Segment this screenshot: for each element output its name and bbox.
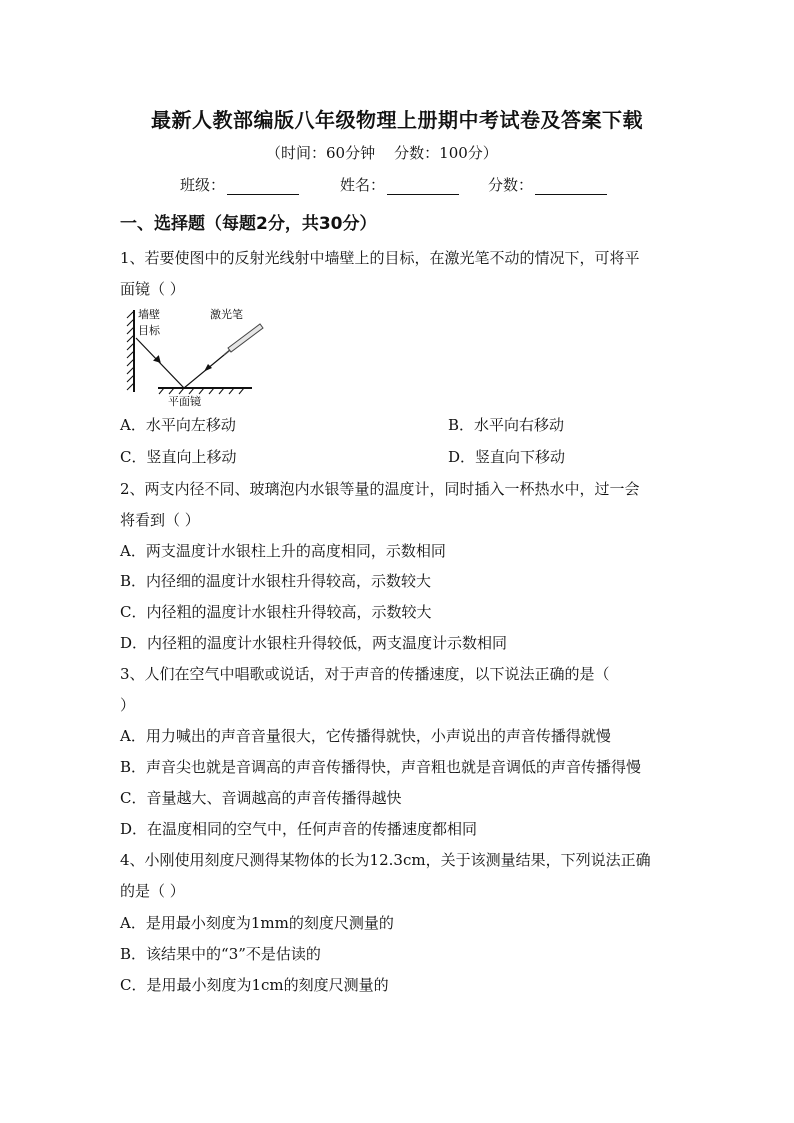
page-title: 最新人教部编版八年级物理上册期中考试卷及答案下载 <box>151 108 643 132</box>
q1-option-d: D．竖直向下移动 <box>448 448 566 466</box>
q3-option-d: D．在温度相同的空气中，任何声音的传播速度都相同 <box>120 820 478 838</box>
name-label: 姓名： <box>340 176 386 194</box>
target-label: 目标 <box>138 324 160 337</box>
class-blank <box>227 178 299 195</box>
q4-stem-line2: 的是（ ） <box>120 882 185 900</box>
q4-option-b: B．该结果中的“3”不是估读的 <box>120 945 321 963</box>
wall-label: 墙壁 <box>138 308 160 321</box>
score-field <box>488 174 607 195</box>
class-field <box>180 174 299 195</box>
q1-option-a: A．水平向左移动 <box>120 416 236 434</box>
q2-option-c: C．内径粗的温度计水银柱升得较高，示数较大 <box>120 603 432 621</box>
laser-pen-icon <box>224 324 263 355</box>
q4-option-c: C．是用最小刻度为1cm的刻度尺测量的 <box>120 976 389 994</box>
reflected-ray <box>136 338 184 388</box>
q1-stem-line2: 面镜（ ） <box>120 280 185 298</box>
q3-option-b: B．声音尖也就是音调高的声音传播得快，声音粗也就是音调低的声音传播得慢 <box>120 758 642 776</box>
q1-option-b: B．水平向右移动 <box>448 416 565 434</box>
score-label: 分数： <box>488 176 534 194</box>
mirror-label: 平面镜 <box>168 395 201 408</box>
q2-option-b: B．内径细的温度计水银柱升得较高，示数较大 <box>120 572 432 590</box>
q4-stem-line1: 4、小刚使用刻度尺测得某物体的长为12.3cm，关于该测量结果，下列说法正确 <box>120 851 651 869</box>
exam-info: （时间：60分钟 分数：100分） <box>266 144 498 162</box>
name-field <box>340 174 459 195</box>
class-label: 班级： <box>180 176 226 194</box>
score-blank <box>535 178 607 195</box>
mirror-reflection-diagram <box>124 306 264 408</box>
q4-option-a: A．是用最小刻度为1mm的刻度尺测量的 <box>120 914 394 932</box>
q2-stem-line2: 将看到（ ） <box>120 511 200 529</box>
q2-stem-line1: 2、两支内径不同、玻璃泡内水银等量的温度计，同时插入一杯热水中，过一会 <box>120 480 640 498</box>
q1-option-c: C．竖直向上移动 <box>120 448 237 466</box>
laser-label: 激光笔 <box>210 308 243 321</box>
q2-option-d: D．内径粗的温度计水银柱升得较低，两支温度计示数相同 <box>120 634 508 652</box>
name-blank <box>387 178 459 195</box>
q3-option-a: A．用力喊出的声音音量很大，它传播得就快，小声说出的声音传播得就慢 <box>120 727 611 745</box>
q3-option-c: C．音量越大、音调越高的声音传播得越快 <box>120 789 402 807</box>
q3-stem-line2: ） <box>120 696 136 714</box>
section-heading: 一、选择题（每题2分，共30分） <box>120 214 377 234</box>
q2-option-a: A．两支温度计水银柱上升的高度相同，示数相同 <box>120 542 446 560</box>
q3-stem-line1: 3、人们在空气中唱歌或说话，对于声音的传播速度，以下说法正确的是（ <box>120 665 610 683</box>
q1-stem-line1: 1、若要使图中的反射光线射中墙壁上的目标，在激光笔不动的情况下，可将平 <box>120 249 640 267</box>
wall-hatching <box>127 311 134 390</box>
